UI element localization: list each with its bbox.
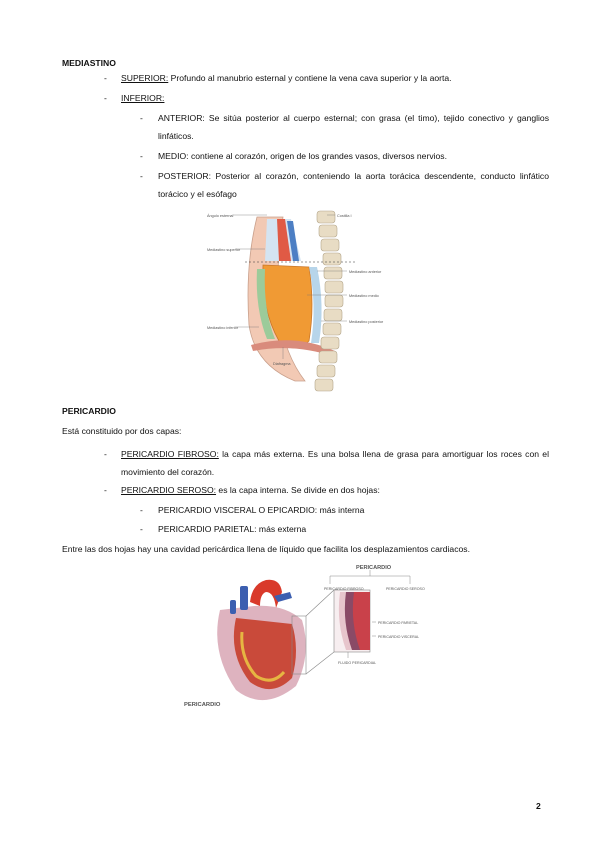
superior-text: Profundo al manubrio esternal y contiene la vena cava superior y la aorta. (168, 73, 452, 83)
pericardio-heading: PERICARDIO (62, 406, 116, 416)
label-posterior: Mediastino posterior (349, 320, 384, 324)
mediastinum-illustration (205, 205, 395, 401)
label-fluido: FLUIDO PERICARDIAL (338, 661, 377, 665)
bullet-dash: - (140, 171, 143, 181)
bullet-dash: - (140, 151, 143, 161)
label-costilla: Costilla I (337, 214, 352, 218)
posterior-item (158, 167, 549, 203)
label-anterior: Mediastino anterior (349, 270, 382, 274)
fibroso-text: la capa más externa. Es una bolsa llena de grasa para amortiguar los roces con el movimiento del corazón. (121, 449, 549, 477)
label-pericardio-title: PERICARDIO (356, 565, 392, 571)
visceral-item: PERICARDIO VISCERAL O EPICARDIO: más interna (158, 505, 365, 515)
label-inferior: Mediastino inferior (207, 326, 239, 330)
seroso-text: es la capa interna. Se divide en dos hojas: (216, 485, 380, 495)
label-seroso: PERICARDIO SEROSO (386, 587, 425, 591)
label-visceral: PERICARDIO VISCERAL (378, 635, 420, 639)
bullet-dash: - (104, 485, 107, 495)
page-number: 2 (536, 801, 541, 811)
label-medio: Mediastino medio (349, 294, 379, 298)
closing-paragraph: Entre las dos hojas hay una cavidad pericárdica llena de líquido que facilita los desplazamientos cardiacos. (62, 544, 470, 554)
posterior-term: POSTERIOR: (158, 171, 212, 181)
label-parietal: PERICARDIO PARIETAL (378, 621, 419, 625)
label-superior: Mediastino superior (207, 248, 241, 252)
anterior-text: Se sitúa posterior al cuerpo esternal; con grasa (el timo), tejido conectivo y ganglios linfáticos. (158, 113, 549, 141)
fibroso-term: PERICARDIO FIBROSO: (121, 449, 219, 459)
bullet-dash: - (140, 524, 143, 534)
medio-term: MEDIO: (158, 151, 189, 161)
label-diafragma: Diafragma (273, 362, 291, 366)
fibroso-item (121, 445, 549, 481)
label-angulo: Ángulo esternal (207, 214, 234, 218)
bullet-dash: - (104, 449, 107, 459)
anterior-term: ANTERIOR: (158, 113, 205, 123)
superior-item (121, 73, 452, 84)
medio-item (158, 151, 447, 162)
inferior-term: INFERIOR: (121, 93, 165, 103)
bullet-dash: - (104, 93, 107, 103)
bullet-dash: - (104, 73, 107, 83)
bullet-dash: - (140, 505, 143, 515)
label-pericardio-corner: PERICARDIO (184, 702, 221, 708)
pericardium-illustration (180, 562, 465, 712)
label-fibroso: PERICARDIO FIBROSO (324, 587, 364, 591)
seroso-item (121, 485, 380, 496)
posterior-text: Posterior al corazón, conteniendo la aorta torácica descendente, conducto linfático torácico y el esófago (158, 171, 549, 199)
bullet-dash: - (140, 113, 143, 123)
medio-text: contiene al corazón, origen de los grandes vasos, diversos nervios. (188, 151, 447, 161)
pericardio-intro: Está constituido por dos capas: (62, 426, 182, 436)
superior-term: SUPERIOR: (121, 73, 169, 83)
seroso-term: PERICARDIO SEROSO: (121, 485, 217, 495)
parietal-item: PERICARDIO PARIETAL: más externa (158, 524, 307, 534)
anterior-item (158, 109, 549, 145)
mediastino-heading: MEDIASTINO (62, 58, 116, 68)
